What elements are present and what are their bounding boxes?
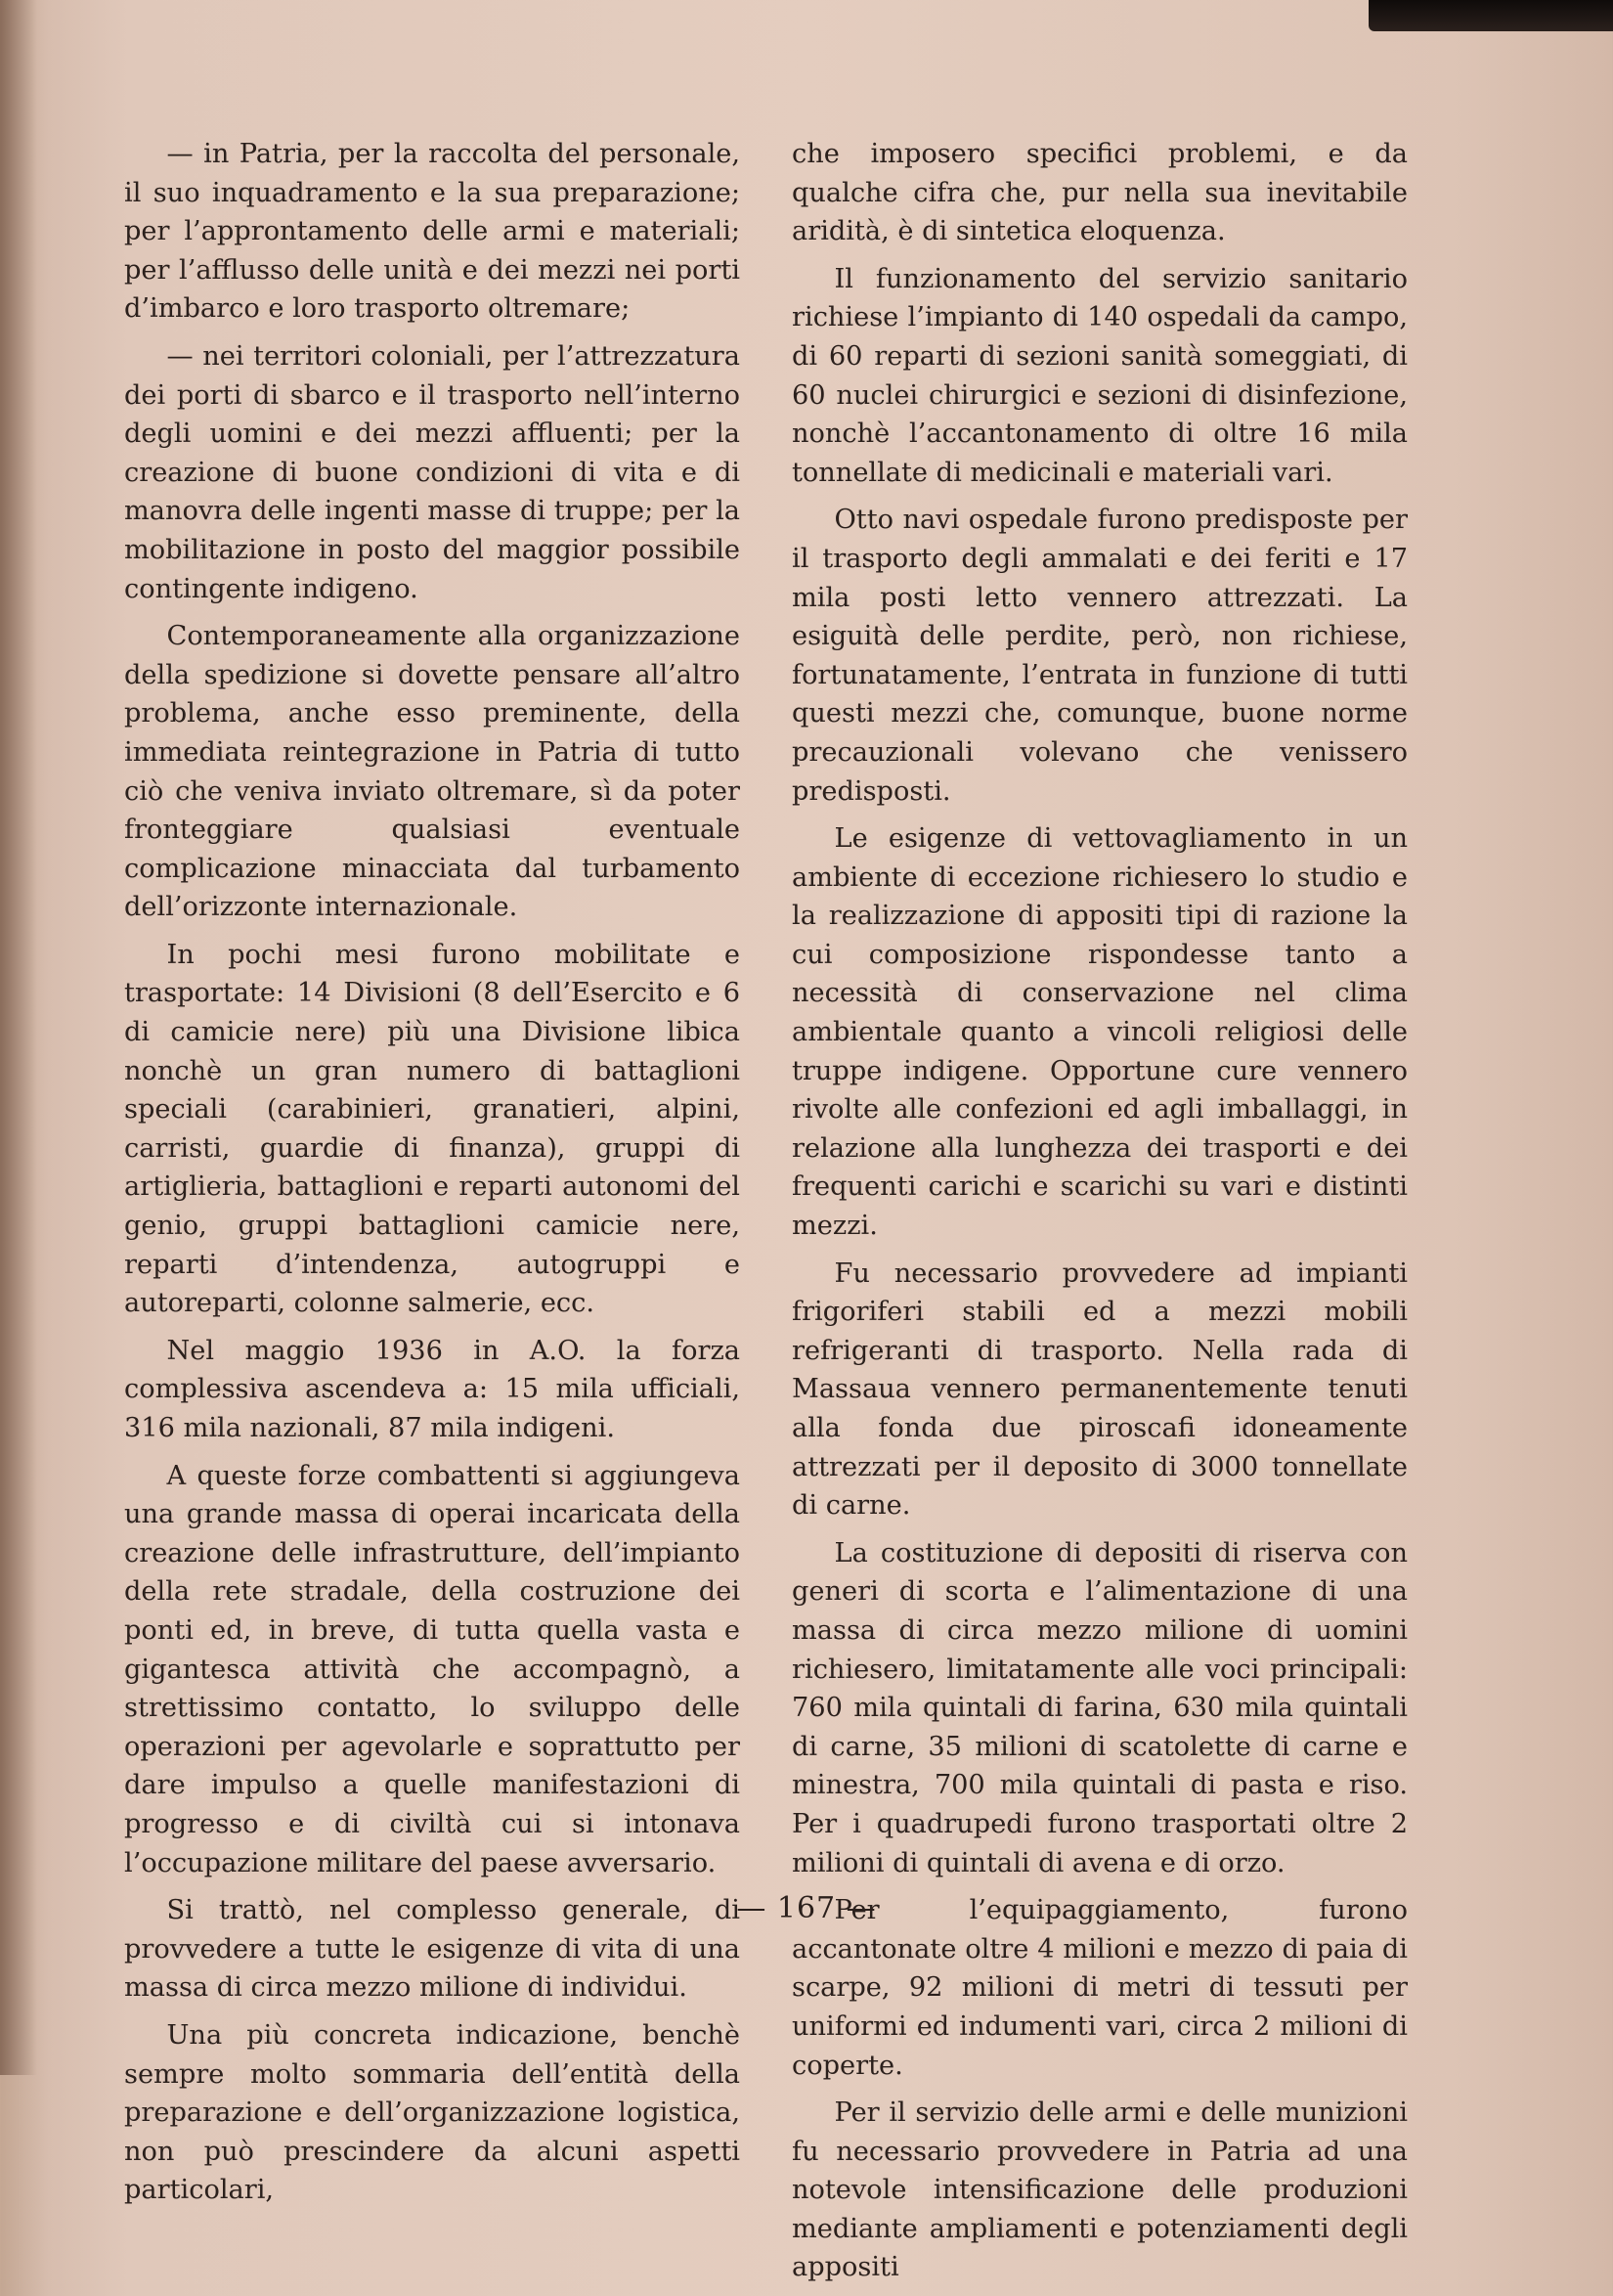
paragraph: — nei territori coloniali, per l’attrezzatura dei porti di sbarco e il trasporto nell’interno degli uomini e dei mezzi affluenti; per la creazione di buone condizioni di vita e di manovra delle ingenti masse di truppe; per la mobilitazione in posto del maggior possibile contingente indigeno. [124, 340, 740, 604]
paragraph: Si trattò, nel complesso generale, di provvedere a tutte le esigenze di vita di una massa di circa mezzo milione di individui. [124, 1895, 740, 2004]
binding-shadow [0, 0, 37, 2075]
paragraph: — in Patria, per la raccolta del personale, il suo inquadramento e la sua preparazione; per l’approntamento delle armi e materiali; per l’afflusso delle unità e dei mezzi nei porti d’imbarco e loro trasporto oltremare; [124, 139, 740, 325]
paragraph: Per l’equipaggiamento, furono accantonate oltre 4 milioni e mezzo di paia di scarpe, 92 milioni di metri di tessuti per uniformi ed indumenti vari, circa 2 milioni di coperte. [792, 1895, 1408, 2081]
paragraph: che imposero specifici problemi, e da qualche cifra che, pur nella sua inevitabile aridità, è di sintetica eloquenza. [792, 139, 1408, 247]
paragraph: Per il servizio delle armi e delle munizioni fu necessario provvedere in Patria ad una notevole intensificazione delle produzioni mediante ampliamenti e potenziamenti degli appositi [792, 2097, 1408, 2283]
paragraph: Otto navi ospedale furono predisposte per il trasporto degli ammalati e dei feriti e 17 mila posti letto vennero attrezzati. La esiguità delle perdite, però, non richiese, fortunatamente, l’entrata in funzione di tutti questi mezzi che, comunque, buone norme precauzionali volevano che venissero predisposti. [792, 505, 1408, 807]
paragraph: Nel maggio 1936 in A.O. la forza complessiva ascendeva a: 15 mila ufficiali, 316 mila nazionali, 87 mila indigeni. [124, 1335, 740, 1443]
right-text-column [792, 135, 1408, 2296]
paragraph: A queste forze combattenti si aggiungeva una grande massa di operai incaricata della creazione delle infrastrutture, dell’impianto della rete stradale, della costruzione dei ponti ed, in breve, di tutta quella vasta e gigantesca attività che accompagnò, a strettissimo contatto, lo sviluppo delle operazioni per agevolarle e soprattutto per dare impulso a quelle manifestazioni di progresso e di civiltà cui si intonava l’occupazione militare del paese avversario. [124, 1460, 740, 1878]
paragraph: Una più concreta indicazione, benchè sempre molto sommaria dell’entità della preparazione e dell’organizzazione logistica, non può prescindere da alcuni aspetti particolari, [124, 2019, 740, 2206]
paragraph: Le esigenze di vettovagliamento in un ambiente di eccezione richiesero lo studio e la realizzazione di appositi tipi di razione la cui composizione rispondesse tanto a necessità di conservazione nel clima ambientale quanto a vincoli religiosi delle truppe indigene. Opportune cure vennero rivolte alle confezioni ed agli imballaggi, in relazione alla lunghezza dei trasporti e dei frequenti carichi e scarichi su vari e distinti mezzi. [792, 823, 1408, 1242]
page-corner-shadow [1369, 0, 1613, 31]
paragraph: Contemporaneamente alla organizzazione della spedizione si dovette pensare all’altro problema, anche esso preminente, della immediata reintegrazione in Patria di tutto ciò che veniva inviato oltremare, sì da poter fronteggiare qualsiasi eventuale complicazione minacciata dal turbamento dell’orizzonte internazionale. [124, 621, 740, 923]
paragraph: Fu necessario provvedere ad impianti frigoriferi stabili ed a mezzi mobili refrigeranti di trasporto. Nella rada di Massaua vennero permanentemente tenuti alla fonda due piroscafi idoneamente attrezzati per il deposito di 3000 tonnellate di carne. [792, 1258, 1408, 1522]
page-number: — 167 — [736, 1891, 877, 1925]
paragraph: In pochi mesi furono mobilitate e trasportate: 14 Divisioni (8 dell’Esercito e 6 di camicie nere) più una Divisione libica nonchè un gran numero di battaglioni speciali (carabinieri, granatieri, alpini, carristi, guardie di finanza), gruppi di artiglieria, battaglioni e reparti autonomi del genio, gruppi battaglioni camicie nere, reparti d’intendenza, autogruppi e autoreparti, colonne salmerie, ecc. [124, 939, 740, 1319]
paragraph: Il funzionamento del servizio sanitario richiese l’impianto di 140 ospedali da campo, di 60 reparti di sezioni sanità someggiati, di 60 nuclei chirurgici e sezioni di disinfezione, nonchè l’accantonamento di oltre 16 mila tonnellate di medicinali e materiali vari. [792, 263, 1408, 488]
paragraph: La costituzione di depositi di riserva con generi di scorta e l’alimentazione di una massa di circa mezzo milione di uomini richiesero, limitatamente alle voci principali: 760 mila quintali di farina, 630 mila quintali di carne, 35 milioni di scatolette di carne e minestra, 700 mila quintali di pasta e riso. Per i quadrupedi furono trasportati oltre 2 milioni di quintali di avena e di orzo. [792, 1537, 1408, 1878]
